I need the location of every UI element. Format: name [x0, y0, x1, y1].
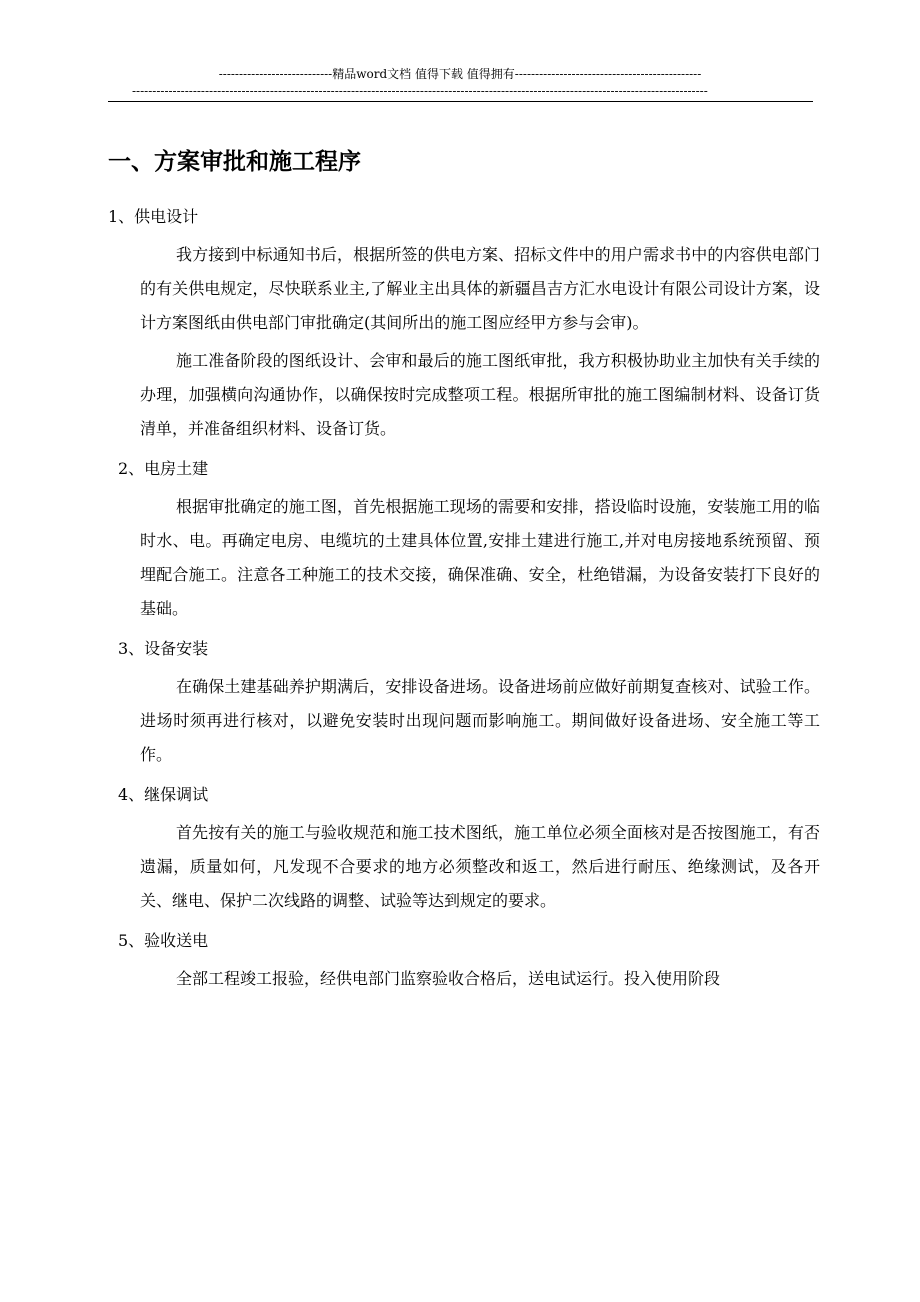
section-equipment-installation	[108, 632, 820, 772]
section-heading: 3、设备安装	[118, 639, 209, 658]
paragraph: 首先按有关的施工与验收规范和施工技术图纸，施工单位必须全面核对是否按图施工，有否遗漏，质量如何，凡发现不合要求的地方必须整改和返工，然后进行耐压、绝缘测试，及各开关、继电、保护二次线路的调整、试验等达到规定的要求。	[140, 823, 820, 910]
header-dash-line: ----------------------------------------------------------------------------------------------------------------------------------------------	[132, 84, 708, 98]
header-banner: ----------------------------精品word文档 值得下载 值得拥有----------------------------------------------	[218, 67, 702, 81]
section-acceptance-energization	[108, 924, 820, 996]
section-heading: 1、供电设计	[108, 207, 199, 226]
section-power-design	[108, 200, 820, 446]
page-title: 一、方案审批和施工程序	[108, 149, 361, 176]
section-heading: 5、验收送电	[118, 931, 209, 950]
section-relay-commissioning	[108, 778, 820, 918]
paragraph: 全部工程竣工报验，经供电部门监察验收合格后，送电试运行。投入使用阶段	[176, 969, 721, 988]
paragraph: 施工准备阶段的图纸设计、会审和最后的施工图纸审批，我方积极协助业主加快有关手续的办理，加强横向沟通协作，以确保按时完成整项工程。根据所审批的施工图编制材料、设备订货清单，并准备组织材料、设备订货。	[140, 351, 820, 438]
paragraph: 在确保土建基础养护期满后，安排设备进场。设备进场前应做好前期复查核对、试验工作。进场时须再进行核对，以避免安装时出现问题而影响施工。期间做好设备进场、安全施工等工作。	[140, 677, 820, 764]
section-power-room-civil	[108, 452, 820, 626]
paragraph: 根据审批确定的施工图，首先根据施工现场的需要和安排，搭设临时设施，安装施工用的临时水、电。再确定电房、电缆坑的土建具体位置,安排土建进行施工,并对电房接地系统预留、预埋配合施工。注意各工种施工的技术交接，确保准确、安全，杜绝错漏，为设备安装打下良好的基础。	[140, 497, 820, 618]
section-heading: 2、电房土建	[118, 459, 209, 478]
document-body	[108, 200, 820, 996]
paragraph: 我方接到中标通知书后，根据所签的供电方案、招标文件中的用户需求书中的内容供电部门的有关供电规定，尽快联系业主,了解业主出具体的新疆昌吉方汇水电设计有限公司设计方案，设计方案图纸由供电部门审批确定(其间所出的施工图应经甲方参与会审)。	[140, 245, 820, 332]
header-divider	[108, 101, 813, 102]
section-heading: 4、继保调试	[118, 785, 209, 804]
